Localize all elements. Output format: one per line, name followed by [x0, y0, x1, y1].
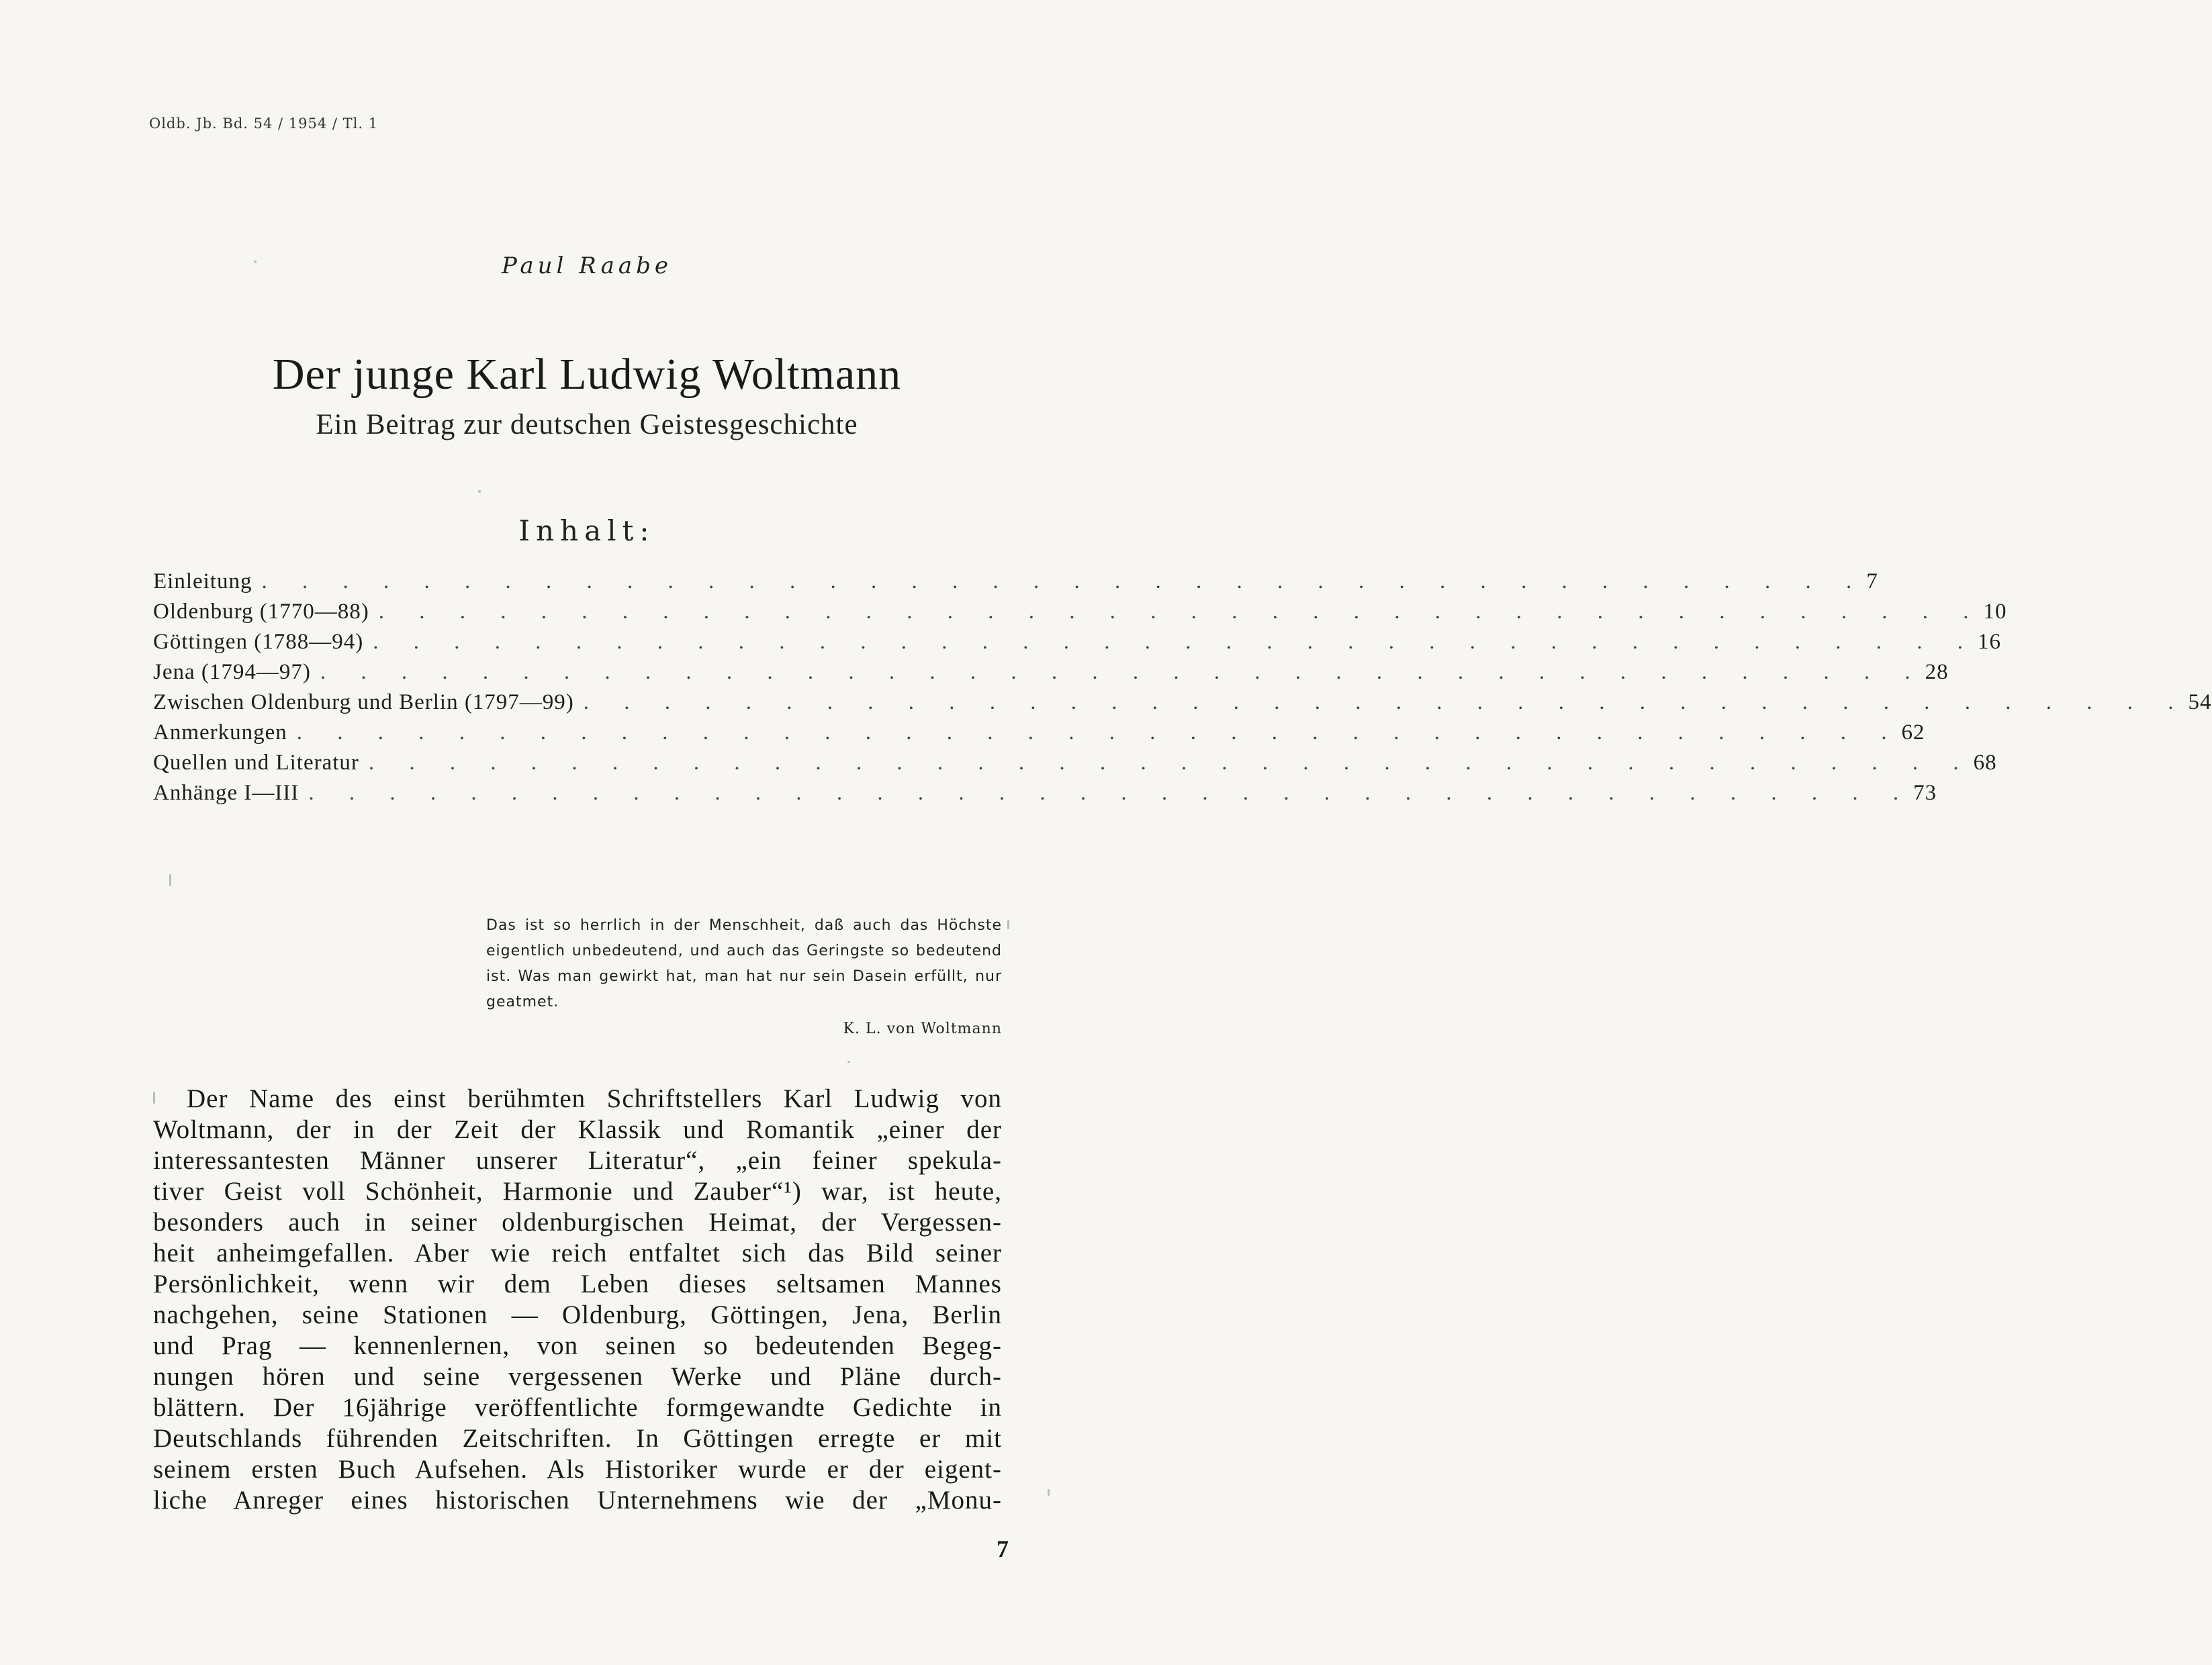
toc-entry-label: Anmerkungen — [153, 720, 287, 745]
body-line: Deutschlands führenden Zeitschriften. In Göttingen erregte er mit — [153, 1424, 1002, 1453]
body-line: heit anheimgefallen. Aber wie reich entfaltet sich das Bild seiner — [153, 1239, 1002, 1268]
body-line: blättern. Der 16jährige veröffentlichte formgewandte Gedichte in — [153, 1393, 1002, 1422]
paper-speck — [1007, 920, 1009, 929]
body-line: seinem ersten Buch Aufsehen. Als Historiker wurde er der eigent- — [153, 1455, 1002, 1484]
paper-speck — [478, 490, 481, 493]
toc-entry-label: Quellen und Literatur — [153, 751, 359, 775]
body-line: nachgehen, seine Stationen — Oldenburg, Göttingen, Jena, Berlin — [153, 1300, 1002, 1329]
toc-entry-page: 54 — [2188, 690, 2212, 714]
article-subtitle: Ein Beitrag zur deutschen Geistesgeschichte — [316, 409, 858, 440]
toc-entry — [153, 630, 2001, 660]
toc-entry-page: 16 — [1977, 630, 2001, 654]
toc-heading: Inhalt: — [518, 514, 655, 547]
paper-speck — [1048, 1489, 1050, 1496]
toc-leader-dots: . . . . . . . . . . . . . . . . . . . . . . . . . . . . . . . . . . . . . . . . — [583, 690, 2188, 714]
toc-leader-dots: . . . . . . . . . . . . . . . . . . . . . . . . . . . . . . . . . . . . . . . . — [378, 600, 1984, 624]
toc-entry-label: Göttingen (1788—94) — [153, 630, 364, 654]
body-line: und Prag — kennenlernen, von seinen so bedeutenden Begeg- — [153, 1331, 1002, 1360]
toc-entry — [153, 720, 1925, 751]
body-line: Der Name des einst berühmten Schriftstellers Karl Ludwig von — [187, 1084, 1002, 1113]
toc-entry — [153, 569, 1878, 600]
toc-entry-label: Anhänge I—III — [153, 781, 299, 805]
body-line: besonders auch in seiner oldenburgischen Heimat, der Vergessen- — [153, 1208, 1002, 1237]
body-paragraph — [153, 1084, 1002, 1516]
paper-speck — [254, 260, 257, 263]
paper-speck — [847, 1061, 850, 1063]
toc-entry-page: 7 — [1866, 569, 1878, 593]
toc-entry — [153, 690, 2212, 720]
author-name: Paul Raabe — [501, 252, 672, 279]
toc-leader-dots: . . . . . . . . . . . . . . . . . . . . . . . . . . . . . . . . . . . . . . . . — [308, 781, 1914, 805]
toc-entry-label: Zwischen Oldenburg und Berlin (1797—99) — [153, 690, 574, 714]
toc-entry-page: 10 — [1983, 600, 2007, 624]
toc-entry — [153, 751, 1997, 781]
body-line: Woltmann, der in der Zeit der Klassik und Romantik „einer der — [153, 1115, 1002, 1144]
toc-leader-dots: . . . . . . . . . . . . . . . . . . . . . . . . . . . . . . . . . . . . . . . . — [320, 660, 1925, 684]
toc-entry-label: Einleitung — [153, 569, 252, 593]
toc-entry-page: 28 — [1925, 660, 1949, 684]
paper-speck — [169, 874, 171, 886]
toc-entry — [153, 600, 2007, 630]
body-line: interessantesten Männer unserer Literatur“, „ein feiner spekula- — [153, 1146, 1002, 1175]
toc-entry — [153, 660, 1949, 690]
article-title: Der junge Karl Ludwig Woltmann — [272, 350, 902, 399]
toc-entry-label: Jena (1794—97) — [153, 660, 311, 684]
paper-speck — [153, 1092, 155, 1104]
page-number: 7 — [997, 1535, 1009, 1562]
body-line: liche Anreger eines historischen Unternehmens wie der „Monu- — [153, 1486, 1002, 1515]
body-line: Persönlichkeit, wenn wir dem Leben dieses seltsamen Mannes — [153, 1270, 1002, 1298]
toc-entry-page: 62 — [1901, 720, 1925, 745]
epigraph-quote: Das ist so herrlich in der Menschheit, daß auch das Höchste eigentlich unbedeutend, und auch das Geringste so bedeutend ist. Was man gewirkt hat, man hat nur sein Dasein erfüllt, nur geatmet. — [486, 917, 1002, 1010]
toc-leader-dots: . . . . . . . . . . . . . . . . . . . . . . . . . . . . . . . . . . . . . . . . — [296, 720, 1902, 745]
epigraph-attribution: K. L. von Woltmann — [843, 1020, 1002, 1037]
toc-leader-dots: . . . . . . . . . . . . . . . . . . . . . . . . . . . . . . . . . . . . . . . . — [368, 751, 1974, 775]
toc-entry — [153, 781, 1937, 811]
toc-leader-dots: . . . . . . . . . . . . . . . . . . . . . . . . . . . . . . . . . . . . . . . . — [261, 569, 1867, 593]
toc-entry-page: 73 — [1913, 781, 1937, 805]
toc-entry-page: 68 — [1973, 751, 1997, 775]
table-of-contents — [153, 569, 2212, 811]
body-line: tiver Geist voll Schönheit, Harmonie und Zauber“¹) war, ist heute, — [153, 1177, 1002, 1206]
toc-entry-label: Oldenburg (1770—88) — [153, 600, 369, 624]
toc-leader-dots: . . . . . . . . . . . . . . . . . . . . . . . . . . . . . . . . . . . . . . . . — [373, 630, 1978, 654]
body-line: nungen hören und seine vergessenen Werke und Pläne durch- — [153, 1362, 1002, 1391]
journal-reference: Oldb. Jb. Bd. 54 / 1954 / Tl. 1 — [149, 115, 379, 132]
